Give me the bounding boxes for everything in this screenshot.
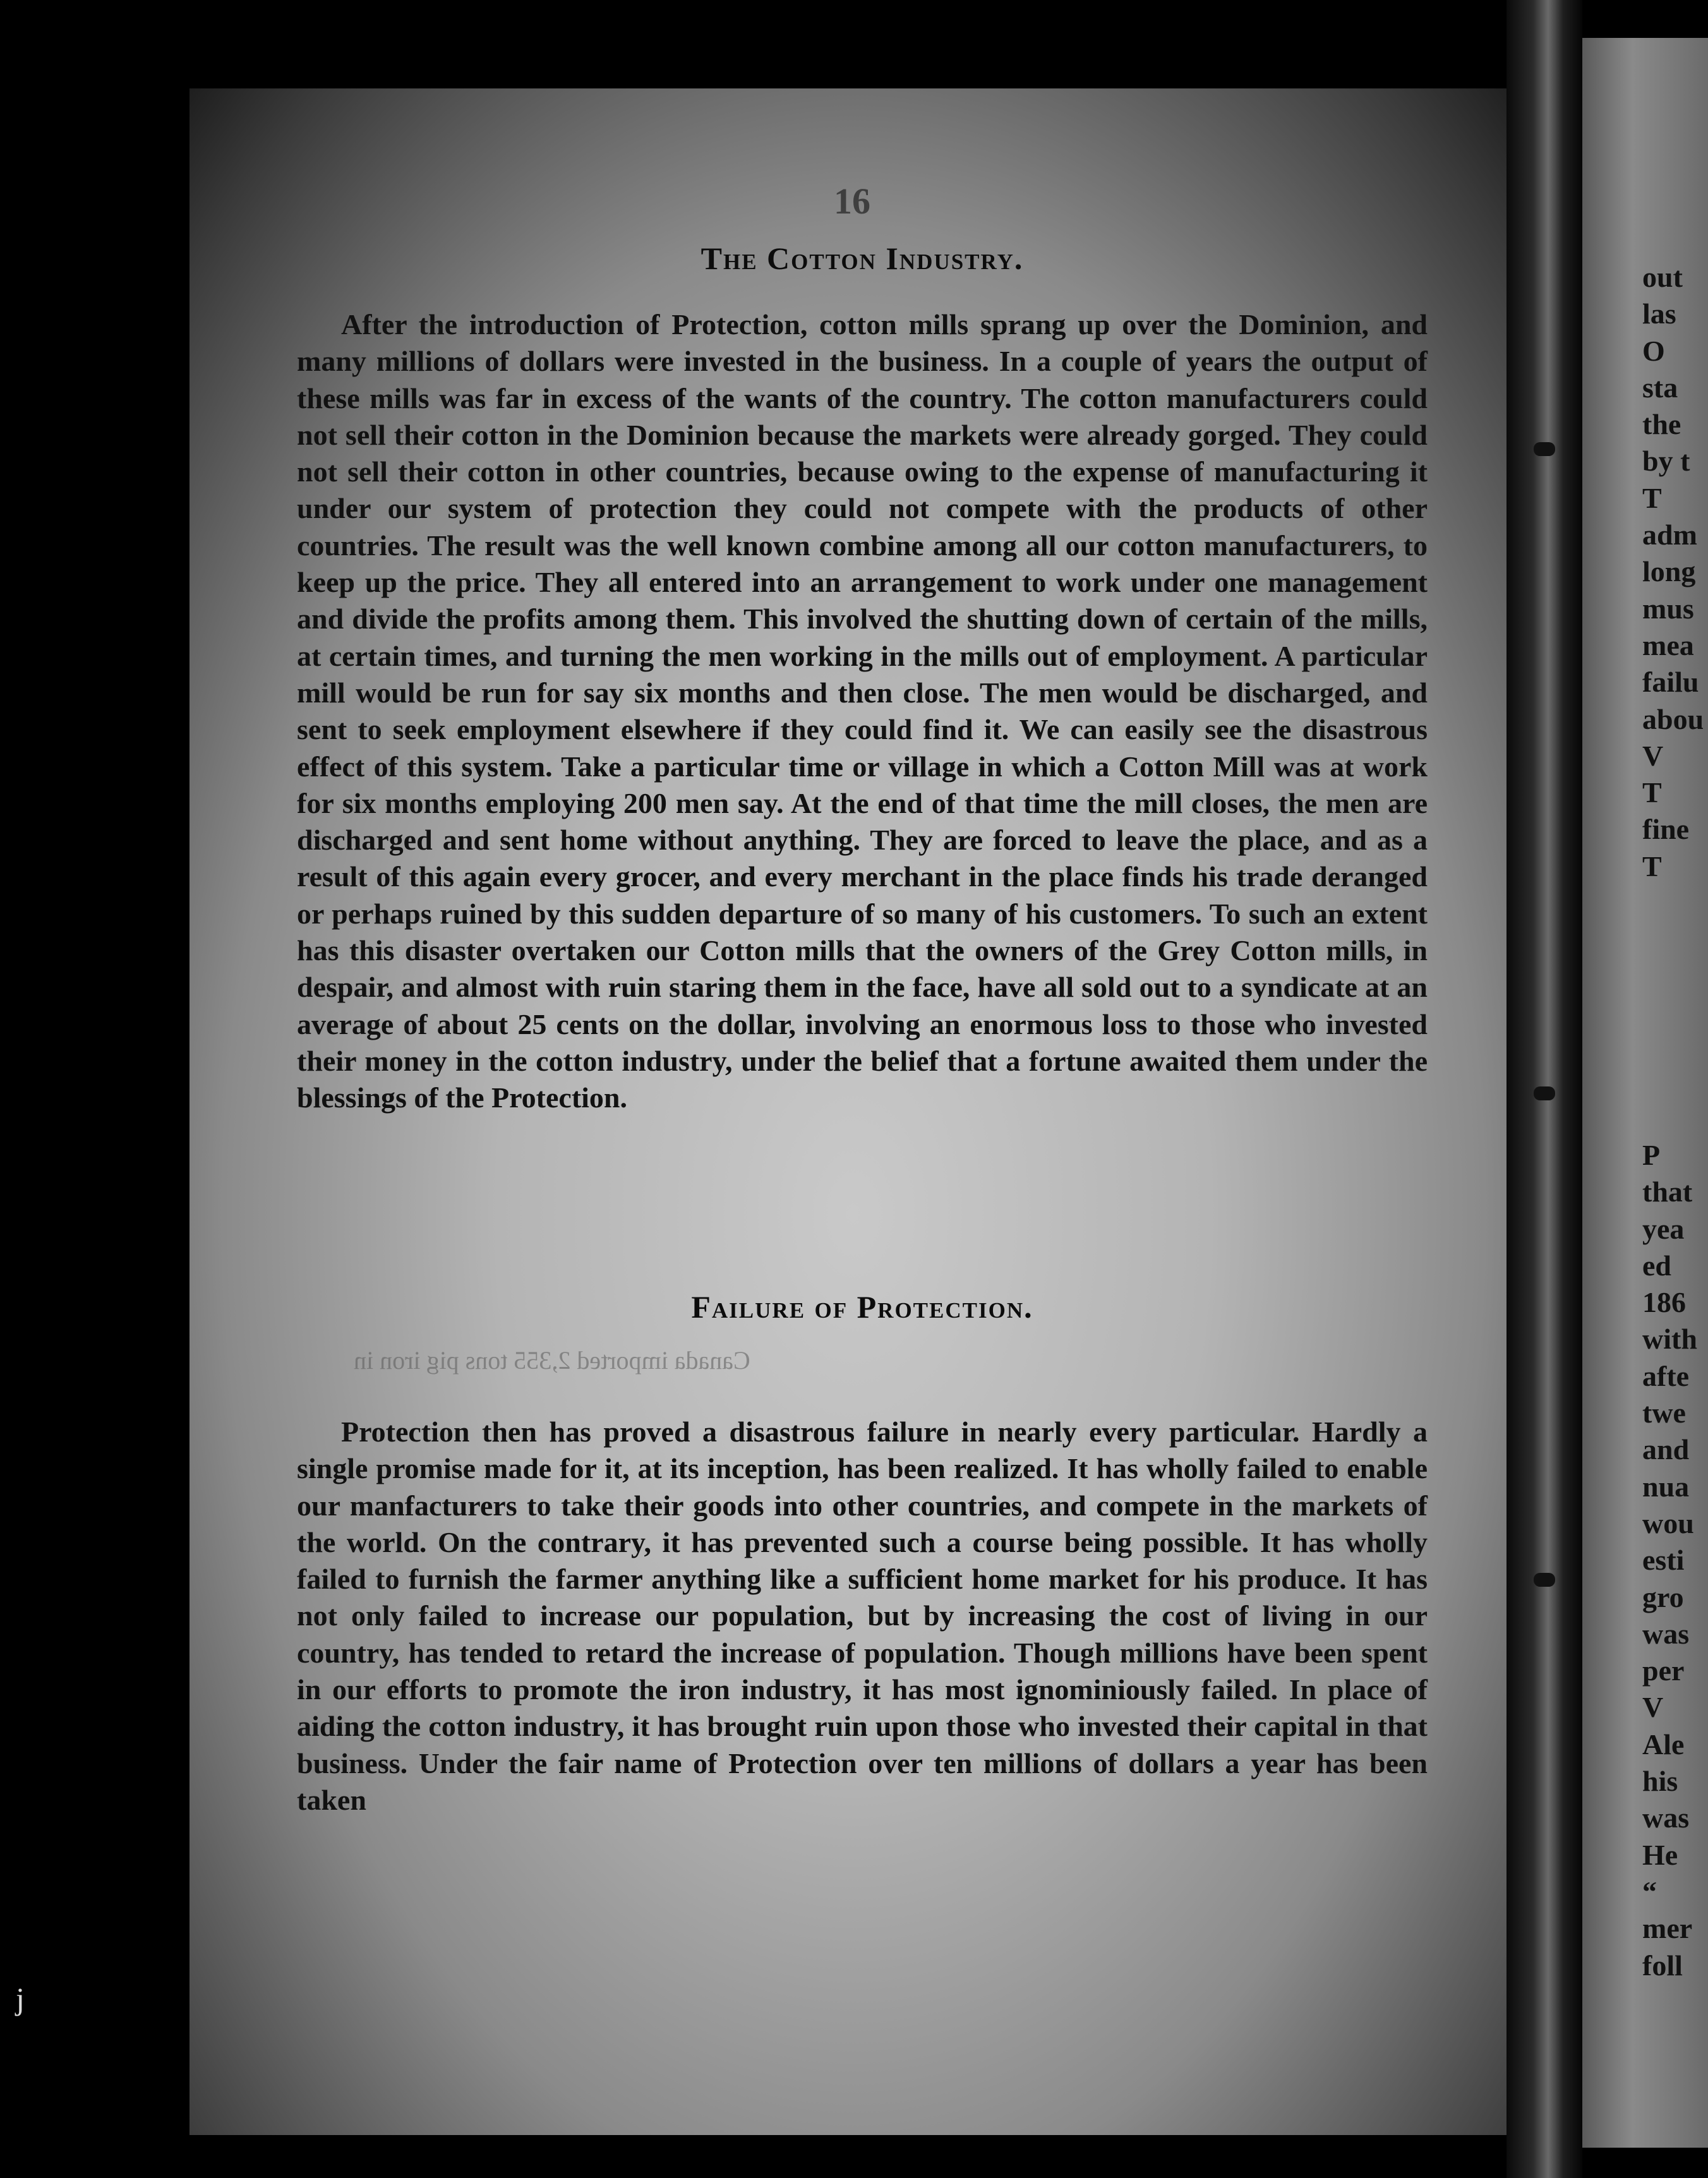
adjacent-page-fragment: his [1642, 1765, 1678, 1798]
adjacent-page-fragment: the [1642, 408, 1681, 441]
adjacent-page-text-top [1642, 259, 1704, 885]
adjacent-page-fragment: He [1642, 1838, 1678, 1871]
adjacent-page-fragment: failu [1642, 666, 1699, 699]
bleed-through-text: Canada imported 2,355 tons pig iron in [354, 1346, 750, 1375]
page-number: 16 [834, 181, 870, 222]
adjacent-page-fragment: 186 [1642, 1286, 1686, 1319]
adjacent-page-fragment: twe [1642, 1397, 1686, 1429]
adjacent-page-fragment: yea [1642, 1212, 1685, 1245]
adjacent-page-fragment: with [1642, 1323, 1697, 1356]
adjacent-page-fragment: sta [1642, 371, 1678, 404]
adjacent-page-fragment: fine [1642, 813, 1690, 846]
adjacent-page-fragment: by t [1642, 445, 1690, 478]
adjacent-page-text-bottom [1642, 1137, 1697, 1984]
adjacent-page-fragment: abou [1642, 702, 1704, 735]
adjacent-page-fragment: O [1642, 334, 1665, 367]
adjacent-page-fragment: that [1642, 1176, 1693, 1208]
adjacent-page-fragment: mus [1642, 592, 1694, 625]
binding-stitch [1534, 1573, 1555, 1587]
paragraph-failure-of-protection: Protection then has proved a disastrous failure in nearly every particular. Hardly a single promise made for it, at its inception, has been realized. It has wholly failed to enable our manfacturers to take their goods into other countries, and compete in the markets of the world. On the contrary, it has prevented such a course being possible. It has wholly failed to furnish the farmer anything like a sufficient home market for his produce. It has not only failed to increase our population, but by increasing the cost of living in our country, has tended to retard the increase of population. Though millions have been spent in our efforts to promote the iron industry, it has most ignominiously failed. In place of aiding the cotton industry, it has brought ruin upon those who invested their capital in that business. Under the fair name of Protection over ten millions of dollars a year has been taken [297, 1416, 1428, 1816]
binding-stitch [1534, 442, 1555, 456]
adjacent-page-fragment: adm [1642, 519, 1697, 551]
adjacent-page-fragment: V [1642, 739, 1664, 772]
adjacent-page-fragment: afte [1642, 1359, 1690, 1392]
adjacent-page-fragment: was [1642, 1802, 1690, 1834]
adjacent-page-fragment: ed [1642, 1249, 1671, 1282]
adjacent-page-fragment: per [1642, 1654, 1685, 1687]
adjacent-page-fragment: foll [1642, 1949, 1683, 1982]
margin-mark: j [16, 1981, 25, 2016]
adjacent-page-fragment: wou [1642, 1507, 1694, 1539]
adjacent-page-fragment: V [1642, 1691, 1664, 1724]
paragraph-cotton-industry: After the introduction of Protection, cotton mills sprang up over the Dominion, and many millions of dollars were invested in the business. In a couple of years the output of these mills was far in excess of the wants of the country. The cotton manufacturers could not sell their cotton in the Dominion because the markets were already gorged. They could not sell their cotton in other countries, because owing to the expense of manufacturing it under our system of protection they could not compete with the products of other countries. The result was the well known combine among all our cotton manufacturers, to keep up the price. They all entered into an arrangement to work under one management and divide the profits among them. This involved the shutting down of certain of the mills, at certain times, and turning the men working in the mills out of employment. A particular mill would be run for say six months and then close. The men would be discharged, and sent to seek employment elsewhere if they could find it. We can easily see the disastrous effect of this system. Take a particular time or village in which a Cotton Mill was at work for six months employing 200 men say. At the end of that time the mill closes, the men are discharged and sent home without anything. They are forced to leave the place, and as a result of this again every grocer, and every merchant in the place finds his trade deranged or perhaps ruined by this sudden departure of so many of his customers. To such an extent has this disaster overtaken our Cotton mills that the owners of the Grey Cotton mills, in despair, and almost with ruin staring them in the face, have all sold out to a syndicate at an average of about 25 cents on the dollar, involving an enormous loss to those who invested their money in the cotton industry, under the belief that a fortune awaited them under the blessings of the Protection. [297, 308, 1428, 1114]
section-heading-cotton-industry: The Cotton Industry. [701, 241, 1024, 276]
adjacent-page-fragment: T [1642, 850, 1662, 882]
adjacent-page-fragment: Ale [1642, 1728, 1685, 1760]
adjacent-page-fragment: mea [1642, 629, 1694, 661]
adjacent-page-fragment: nua [1642, 1470, 1690, 1503]
adjacent-page-fragment: out [1642, 261, 1683, 293]
section-heading-failure-of-protection: Failure of Protection. [691, 1289, 1033, 1325]
adjacent-page-fragment: T [1642, 481, 1662, 514]
binding-stitch [1534, 1086, 1555, 1100]
adjacent-page-fragment: gro [1642, 1580, 1684, 1613]
adjacent-page-fragment: and [1642, 1433, 1690, 1466]
adjacent-page-fragment: “ [1642, 1875, 1657, 1908]
adjacent-page-fragment: was [1642, 1617, 1690, 1650]
adjacent-page-fragment: P [1642, 1139, 1661, 1171]
adjacent-page-fragment: las [1642, 298, 1676, 330]
adjacent-page-fragment: mer [1642, 1912, 1693, 1945]
adjacent-page-fragment: long [1642, 555, 1696, 588]
adjacent-page-fragment: T [1642, 776, 1662, 809]
adjacent-page-fragment: esti [1642, 1544, 1685, 1577]
